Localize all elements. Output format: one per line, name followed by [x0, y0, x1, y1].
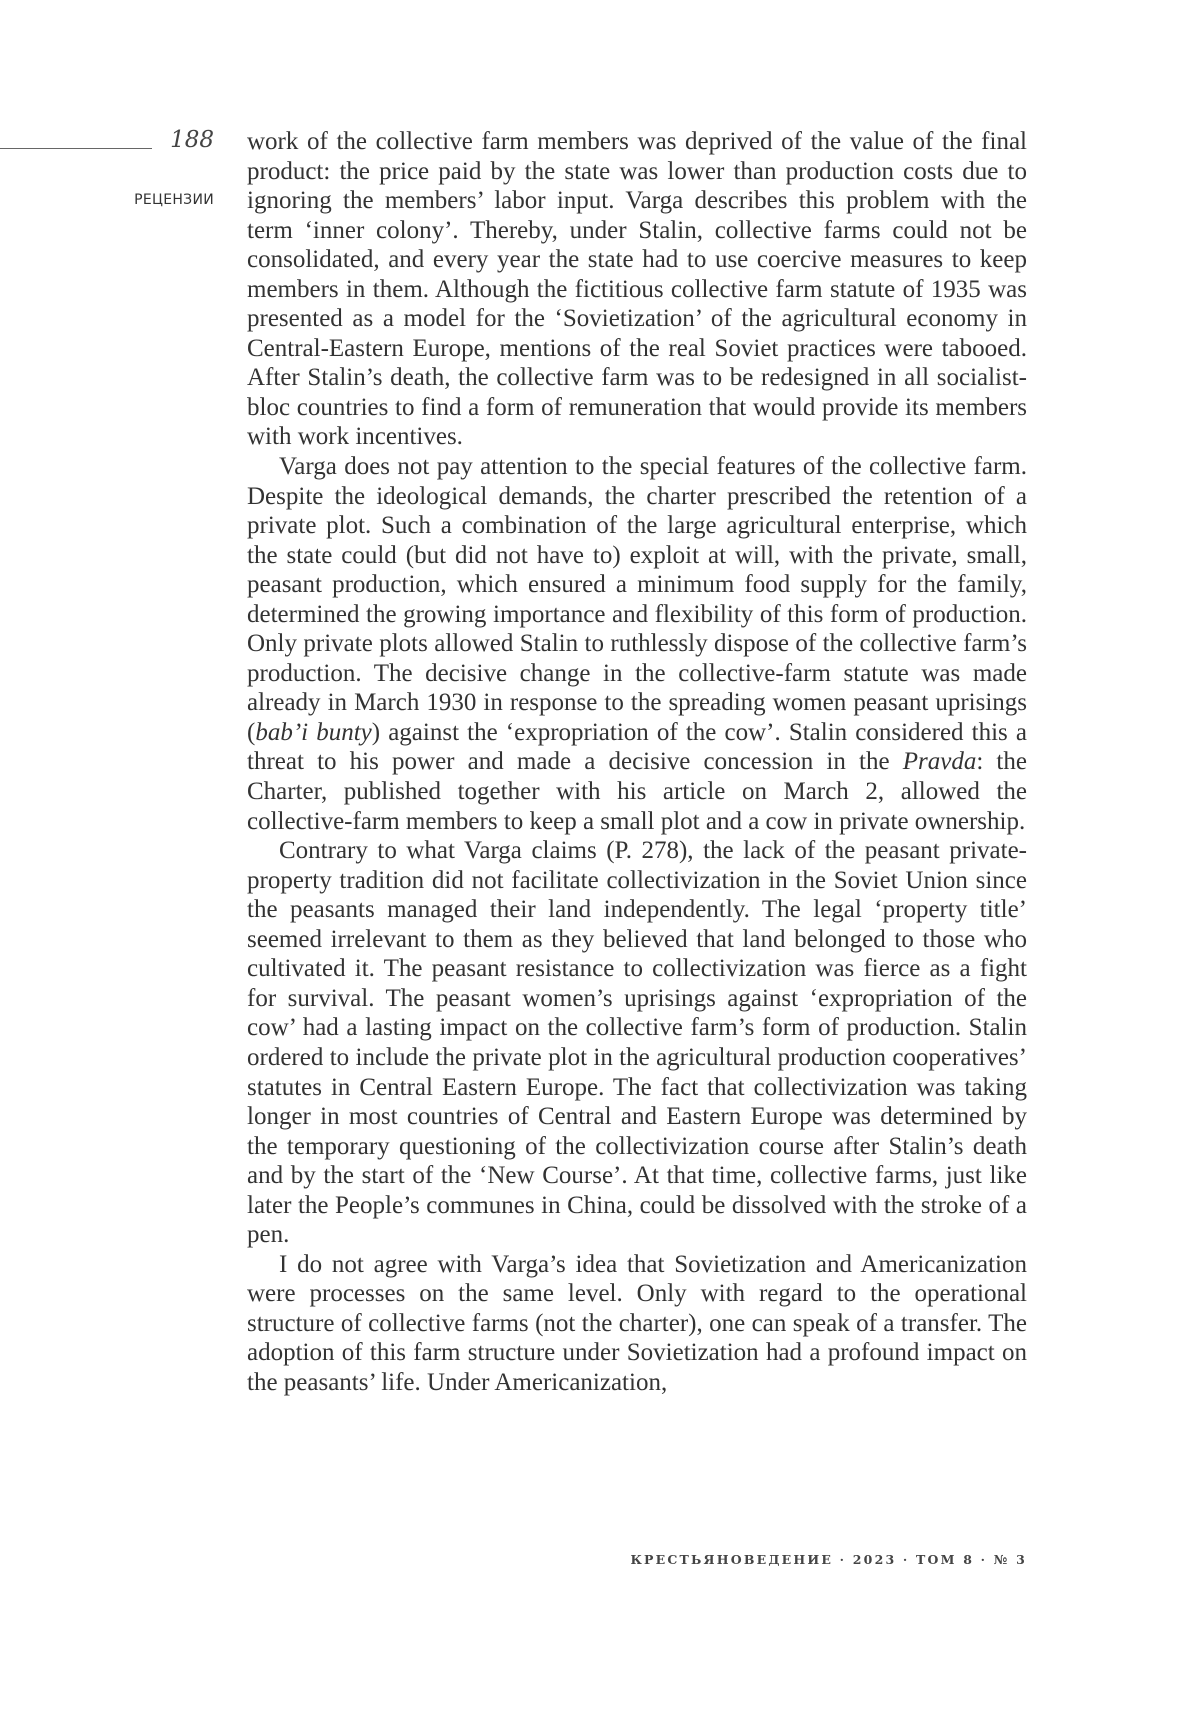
paragraph-text: : the Charter, published together with his article on March 2, allowed the collective-farm members to keep a small plot and a cow in private ownership.	[247, 748, 1027, 835]
article-body	[247, 127, 1027, 1398]
paragraph-2	[247, 452, 1027, 836]
italic-term: bab’i bunty	[255, 718, 372, 746]
paragraph-text: Varga does not pay attention to the special features of the collective farm. Despite the ideological demands, the charter prescribed the retention of a private plot. Such a combination of the large agricultural enterprise, which the state could (but did not have to) exploit at will, with the private, small, peasant production, which ensured a minimum food supply for the family, determined the growing importance and flexibility of this form of production. Only private plots allowed Stalin to ruthlessly dispose of the collective farm’s production. The decisive change in the collective-farm statute was made already in March 1930 in response to the spreading women peasant uprisings (	[247, 453, 1027, 746]
header-rule	[0, 148, 152, 149]
paragraph-text: work of the collective farm members was deprived of the value of the final product: the price paid by the state was lower than production costs due to ignoring the members’ labor input. Varga describes this problem with the term ‘inner colony’. Thereby, under Stalin, collective farms could not be consolidated, and every year the state had to use coercive measures to keep members in them. Although the fictitious collective farm statute of 1935 was presented as a model for the ‘Sovietization’ of the agricultural economy in Central-Eastern Europe, mentions of the real Soviet practices were tabooed. After Stalin’s death, the collective farm was to be redesigned in all socialist-bloc countries to find a form of remuneration that would provide its members with work incentives.	[247, 128, 1027, 451]
paragraph-4	[247, 1250, 1027, 1398]
paragraph-3	[247, 836, 1027, 1250]
section-label: РЕЦЕНЗИИ	[134, 192, 214, 208]
paragraph-text: I do not agree with Varga’s idea that Sovietization and Americanization were processes on the same level. Only with regard to the operational structure of collective farms (not the charter), one can speak of a transfer. The adoption of this farm structure under Sovietization had a profound impact on the peasants’ life. Under Americanization,	[247, 1250, 1027, 1396]
paragraph-1	[247, 127, 1027, 452]
paragraph-text: Contrary to what Varga claims (P. 278), the lack of the peasant private-property tradition did not facilitate collectivization in the Soviet Union since the peasants managed their land independently. The legal ‘property title’ seemed irrelevant to them as they believed that land belonged to those who cultivated it. The peasant resistance to collectivization was fierce as a fight for survival. The peasant women’s uprisings against ‘expropriation of the cow’ had a lasting impact on the collective farm’s form of production. Stalin ordered to include the private plot in the agricultural production cooperatives’ statutes in Central Eastern Europe. The fact that collectivization was taking longer in most countries of Central and Eastern Europe was determined by the temporary questioning of the collectivization course after Stalin’s death and by the start of the ‘New Course’. At that time, collective farms, just like later the People’s communes in China, could be dissolved with the stroke of a pen.	[247, 837, 1027, 1249]
page-number: 188	[170, 127, 214, 153]
running-footer: КРЕСТЬЯНОВЕДЕНИЕ · 2023 · ТОМ 8 · № 3	[630, 1552, 1027, 1567]
paragraph-text: ) against the ‘expropriation of the cow’. Stalin considered this a threat to his power and made a decisive concession in the	[247, 718, 1027, 776]
italic-title: Pravda	[902, 748, 977, 776]
